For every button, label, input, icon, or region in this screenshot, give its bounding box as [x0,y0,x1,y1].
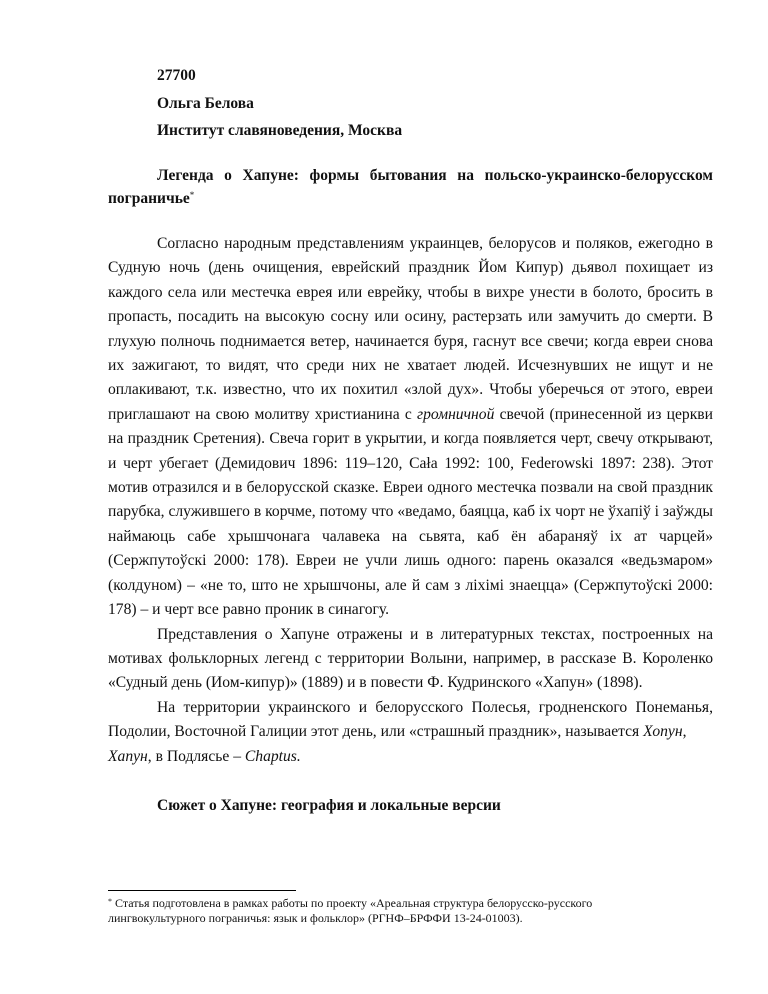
author-name: Ольга Белова [157,95,254,112]
paragraph-2: Представления о Хапуне отражены и в литературных текстах, построенных на мотивах фольклорных легенд с территории Волыни, например, в рассказе В. Короленко «Судный день (Иом-кипур)» (1889) и в повести Ф. Кудринского «Хапун» (1898). [108,625,713,692]
paragraph-1 [108,232,713,623]
title-line-2 [108,187,713,210]
title-line-2-text: пограничье [108,190,190,207]
paragraph-1-italic-term: громничной [417,405,495,423]
paragraph-3-part-d: , в Подлясье – [147,747,245,765]
paragraph-3 [108,696,713,769]
paragraph-3-part-a: На территории украинского и белорусского Полесья, гродненского Понеманья, Подолии, Восточной Галиции этот день, или «страшный праздник», называется [108,698,713,741]
paragraph-3-term-3: Chaptus. [244,747,301,765]
author-institution: Институт славяноведения, Москва [157,122,403,139]
paragraph-1-part-b: свечой (принесенной из церкви на праздник Сретения). Свеча горит в укрытии, и когда появляется черт, свечу открывают, и черт убегает (Демидович 1896: 119–120, Cała 1992: 100, Federowski 1897: 238). Этот мотив отразился и в белорусской сказке. Евреи одного местечка позвали на свой праздник парубка, служившего в корчме, потому что «ведамо, баяцца, каб іх чорт не ўхапіў і заўжды наймаюць сабе хрышчонага чалавека на сьвята, каб ён абараняў іх ат чарцей» (Сержпутоўскі 2000: 178). Евреи не учли лишь одного: парень оказался «ведьзмаром» (колдуном) – «не то, што не хрышчоны, але й сам з ліхімі знаецца» (Сержпутоўскі 2000: 178) – и черт все равно проник в синагогу. [108,405,714,619]
paragraph-3-term-1: Хопун [643,723,683,741]
title-line-1: Легенда о Хапуне: формы бытования на польско-украинско-белорусском [157,167,713,184]
article-number: 27700 [157,67,196,84]
footnote-reference: * [189,190,195,200]
footnote-mark: * [108,897,112,906]
paragraph-3-sep: , [682,723,687,741]
paragraph-3-term-2: Хапун [108,747,148,765]
footnote-divider [108,890,296,891]
paragraph-1-part-a: Согласно народным представлениям украинцев, белорусов и поляков, ежегодно в Судную ночь (день очищения, еврейский праздник Йом Кипур) дьявол похищает из каждого села или местечка еврея или еврейку, чтобы в вихре унести в болото, бросить в пропасть, посадить на высокую сосну или осину, растерзать или замучить до смерти. В глухую полночь поднимается ветер, начинается буря, гаснут все свечи; когда евреи снова их зажигают, то видят, что среди них не хватает людей. Исчезнувших не ищут и не оплакивают, т.к. известно, что их похитил «злой дух». Чтобы уберечься от этого, евреи приглашают на свою молитву христианина с [108,235,713,423]
section-heading: Сюжет о Хапуне: география и локальные версии [157,797,501,814]
footnote-text: Статья подготовлена в рамках работы по проекту «Ареальная структура белорусско-русского лингвокультурного пограничья: язык и фольклор» (РГНФ–БРФФИ 13-24-01003). [108,896,593,925]
article-body [108,232,713,769]
article-title [108,164,713,210]
footnote [108,896,668,926]
